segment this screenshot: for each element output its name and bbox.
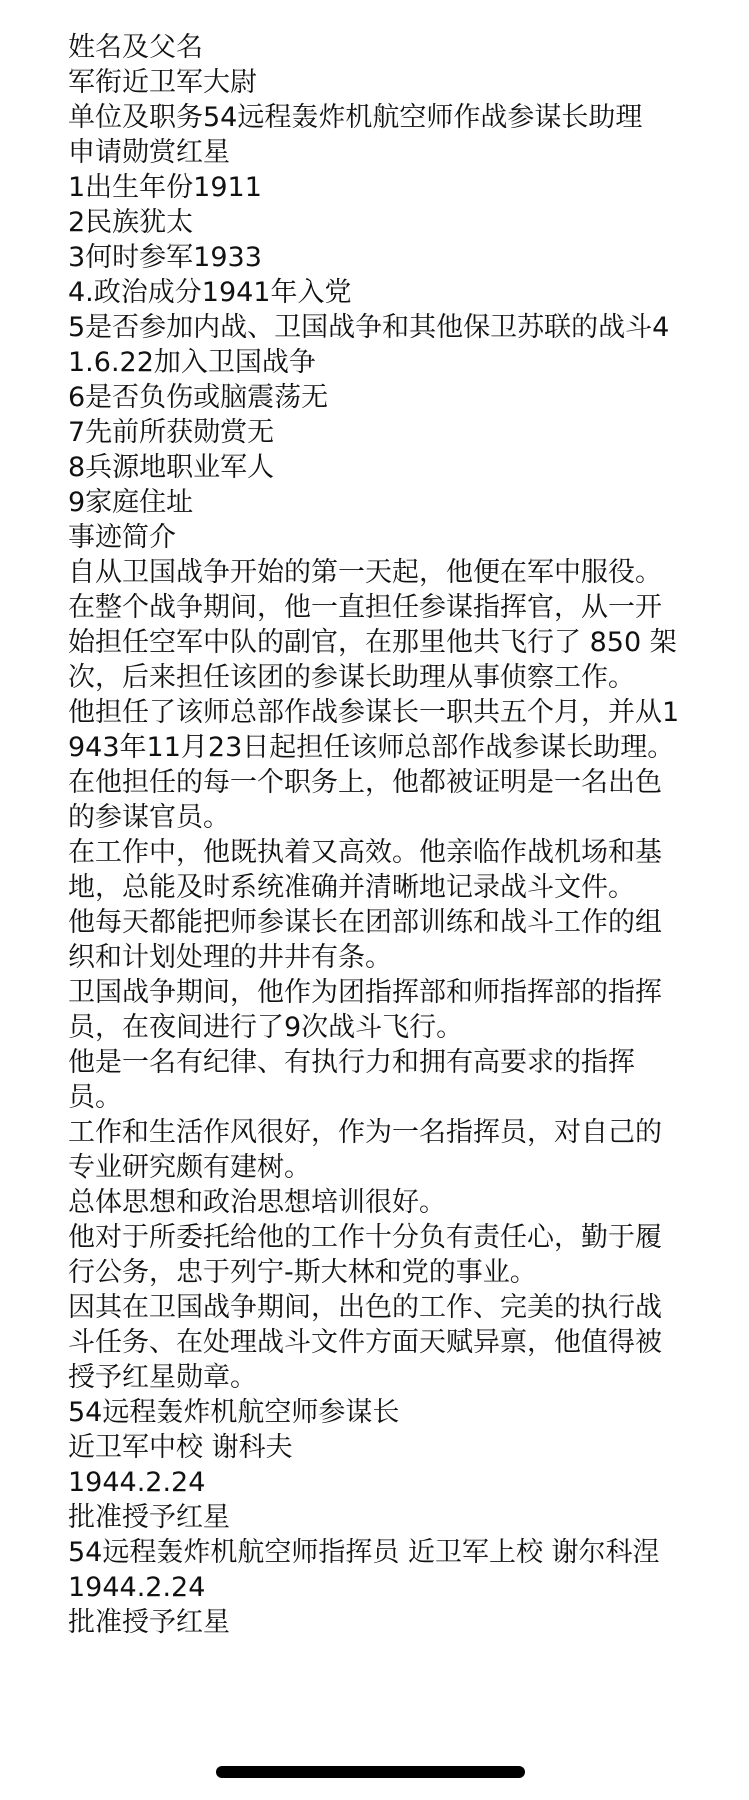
paragraph: 在工作中，他既执着又高效。他亲临作战机场和基地，总能及时系统准确并清晰地记录战斗文件。 [68, 837, 662, 903]
text-line: 姓名及父名 [68, 32, 203, 63]
paragraph: 他每天都能把师参谋长在团部训练和战斗工作的组织和计划处理的井井有条。 [68, 907, 662, 973]
paragraph: 自从卫国战争开始的第一天起，他便在军中服役。在整个战争期间，他一直担任参谋指挥官，从一开始担任空军中队的副官，在那里他共飞行了 850 架次，后来担任该团的参谋长助理从事侦察工作。 [68, 557, 677, 693]
paragraph: 他对于所委托给他的工作十分负有责任心，勤于履行公务，忠于列宁-斯大林和党的事业。 [68, 1222, 662, 1288]
section-heading: 事迹简介 [68, 522, 176, 553]
approval-line: 批准授予红星 [68, 1502, 230, 1533]
text-line: 5是否参加内战、卫国战争和其他保卫苏联的战斗41.6.22加入卫国战争 [68, 312, 670, 378]
text-line: 2民族犹太 [68, 207, 194, 238]
paragraph: 总体思想和政治思想培训很好。 [68, 1187, 446, 1218]
text-line: 8兵源地职业军人 [68, 452, 275, 483]
signature-title: 54远程轰炸机航空师参谋长 [68, 1397, 400, 1428]
document-body [68, 30, 688, 1800]
signature-commander: 54远程轰炸机航空师指挥员 近卫军上校 谢尔科涅 [68, 1537, 660, 1568]
text-line: 4.政治成分1941年入党 [68, 277, 352, 308]
text-line: 6是否负伤或脑震荡无 [68, 382, 329, 413]
paragraph: 工作和生活作风很好，作为一名指挥员，对自己的专业研究颇有建树。 [68, 1117, 662, 1183]
paragraph: 因其在卫国战争期间，出色的工作、完美的执行战斗任务、在处理战斗文件方面天赋异禀，他值得被授予红星勋章。 [68, 1292, 662, 1393]
text-line: 申请勋赏红星 [68, 137, 230, 168]
text-line: 1出生年份1911 [68, 172, 262, 203]
signature-date: 1944.2.24 [68, 1467, 206, 1498]
approval-line: 批准授予红星 [68, 1607, 230, 1638]
home-indicator[interactable] [216, 1766, 525, 1778]
paragraph: 卫国战争期间，他作为团指挥部和师指挥部的指挥员，在夜间进行了9次战斗飞行。 [68, 977, 662, 1043]
signature-name: 近卫军中校 谢科夫 [68, 1432, 293, 1463]
signature-date: 1944.2.24 [68, 1572, 206, 1603]
paragraph: 他是一名有纪律、有执行力和拥有高要求的指挥员。 [68, 1047, 635, 1113]
text-line: 3何时参军1933 [68, 242, 262, 273]
text-line: 9家庭住址 [68, 487, 194, 518]
text-line: 单位及职务54远程轰炸机航空师作战参谋长助理 [68, 102, 643, 133]
text-line: 军衔近卫军大尉 [68, 67, 257, 98]
text-line: 7先前所获勋赏无 [68, 417, 275, 448]
paragraph: 他担任了该师总部作战参谋长一职共五个月，并从1943年11月23日起担任该师总部作战参谋长助理。 [68, 697, 680, 763]
paragraph: 在他担任的每一个职务上，他都被证明是一名出色的参谋官员。 [68, 767, 662, 833]
